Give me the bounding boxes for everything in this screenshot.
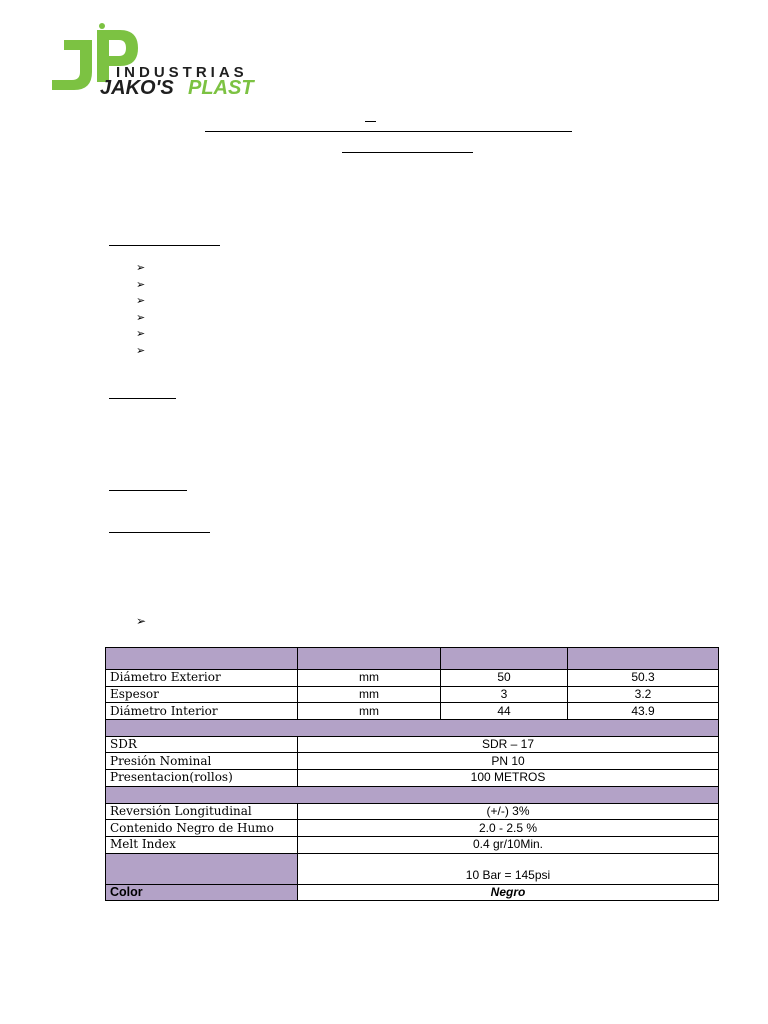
arrow-bullet-icon: ➢ (136, 262, 146, 274)
table-row (106, 836, 719, 853)
title-underline (205, 131, 572, 132)
header-cell (568, 648, 719, 670)
bullet-list (136, 259, 148, 359)
table-row (106, 736, 719, 753)
list-item (136, 309, 148, 326)
subtitle-underline (342, 152, 473, 153)
row-label: Diámetro Exterior (106, 670, 298, 687)
logo-text-accent: PLAST (188, 77, 254, 99)
list-item (136, 276, 148, 293)
header-cell (106, 648, 298, 670)
value-cell: 50 (441, 670, 568, 687)
value-cell: 44 (441, 703, 568, 720)
unit-cell: mm (298, 703, 441, 720)
table-row (106, 820, 719, 837)
row-label: Presentacion(rollos) (106, 770, 298, 787)
arrow-bullet-icon: ➢ (136, 328, 146, 341)
value-cell: 0.4 gr/10Min. (298, 836, 719, 853)
row-label: Espesor (106, 686, 298, 703)
value-cell: 43.9 (568, 703, 719, 720)
value-cell: 50.3 (568, 670, 719, 687)
table-section-band (106, 720, 719, 737)
spec-table (105, 647, 719, 901)
value-cell: 100 METROS (298, 770, 719, 787)
value-cell: 2.0 - 2.5 % (298, 820, 719, 837)
arrow-bullet-icon: ➢ (136, 311, 146, 324)
header-cell (441, 648, 568, 670)
section-heading-underline-2 (109, 398, 176, 399)
table-row (106, 853, 719, 884)
list-item (136, 325, 148, 342)
value-cell: SDR – 17 (298, 736, 719, 753)
value-cell: 3 (441, 686, 568, 703)
band-cell (106, 720, 719, 737)
table-row (106, 703, 719, 720)
section-heading-underline-3 (109, 490, 187, 491)
header-dash (365, 121, 376, 122)
table-row (106, 686, 719, 703)
arrow-bullet-icon: ➢ (136, 614, 147, 628)
logo-text-bottom: JAKO'S (100, 77, 174, 99)
header-cell (298, 648, 441, 670)
arrow-bullet-icon: ➢ (136, 344, 146, 357)
row-label: Contenido Negro de Humo (106, 820, 298, 837)
list-item (136, 342, 148, 359)
list-item (136, 259, 148, 276)
arrow-bullet-icon: ➢ (136, 278, 146, 291)
logo-text-top: INDUSTRIAS (116, 64, 248, 81)
row-label: Diámetro Interior (106, 703, 298, 720)
row-label: Reversión Longitudinal (106, 803, 298, 820)
logo-graphic (42, 20, 274, 100)
arrow-bullet-icon: ➢ (136, 295, 146, 308)
table-row (106, 803, 719, 820)
value-cell: (+/-) 3% (298, 803, 719, 820)
table-row (106, 670, 719, 687)
company-logo (42, 20, 274, 100)
pressure-value: 10 Bar = 145psi (298, 853, 719, 884)
unit-cell: mm (298, 686, 441, 703)
table-row (106, 770, 719, 787)
value-cell: PN 10 (298, 753, 719, 770)
row-label (106, 853, 298, 884)
unit-cell: mm (298, 670, 441, 687)
list-item (136, 292, 148, 309)
row-label: Presión Nominal (106, 753, 298, 770)
section-heading-underline-1 (109, 245, 220, 246)
table-section-band (106, 786, 719, 803)
value-cell: 3.2 (568, 686, 719, 703)
row-label: Melt Index (106, 836, 298, 853)
section-heading-underline-4 (109, 532, 210, 533)
color-value: Negro (298, 884, 719, 901)
band-cell (106, 786, 719, 803)
color-label: Color (106, 884, 298, 901)
row-label: SDR (106, 736, 298, 753)
table-row (106, 884, 719, 901)
table-header-row (106, 648, 719, 670)
table-row (106, 753, 719, 770)
